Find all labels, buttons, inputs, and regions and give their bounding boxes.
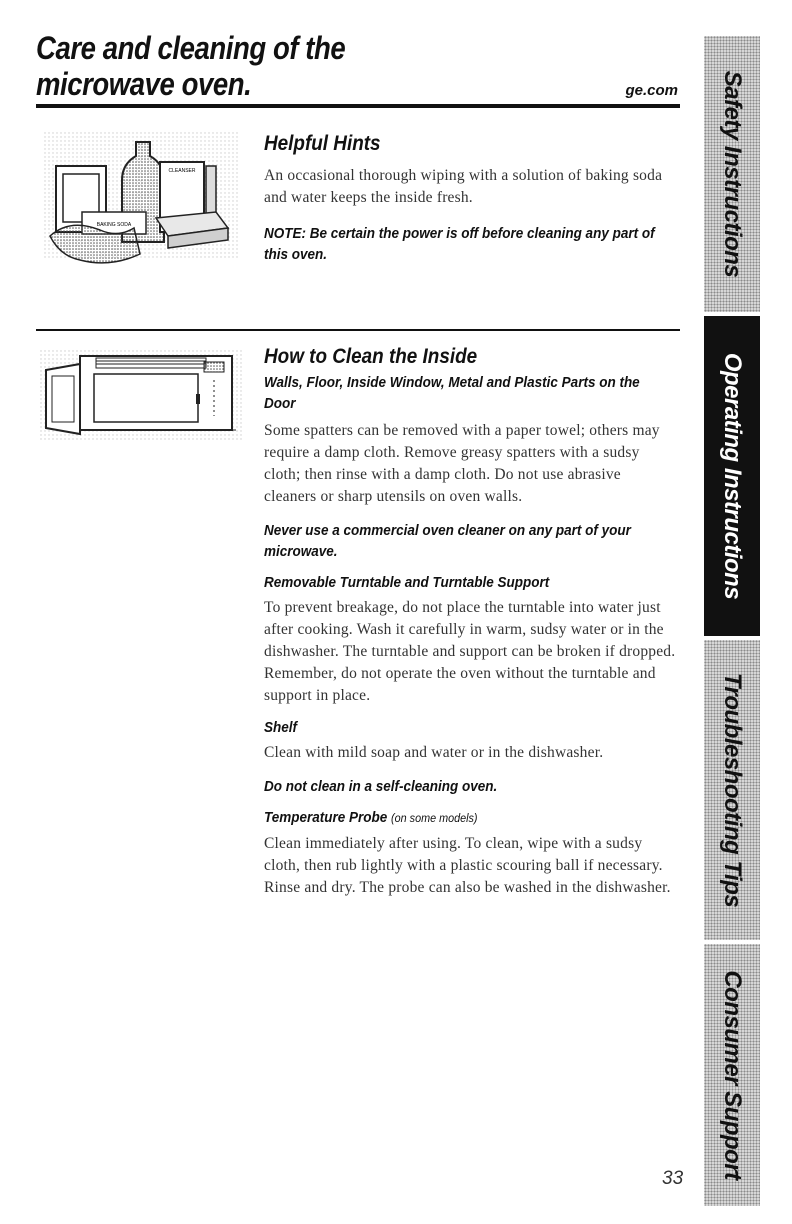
tab-safety-instructions-label: Safety Instructions	[719, 70, 746, 278]
self-cleaning-warning: Do not clean in a self-cleaning oven.	[264, 778, 498, 795]
walls-subheading: Walls, Floor, Inside Window, Metal and Plastic Parts on the Door	[264, 374, 640, 412]
cleanser-box-label: CLEANSER	[168, 168, 196, 174]
tab-operating-instructions-label: Operating Instructions	[719, 352, 746, 600]
tab-consumer-support-label: Consumer Support	[719, 970, 746, 1180]
probe-subheading-text: Temperature Probe	[264, 809, 388, 826]
page-title-line-2: microwave oven.	[36, 66, 252, 102]
helpful-hints-body: An occasional thorough wiping with a solution of baking soda and water keeps the inside fresh.	[264, 167, 663, 206]
microwave-open-door-illustration	[36, 350, 248, 442]
tab-troubleshooting-tips-label: Troubleshooting Tips	[719, 672, 746, 908]
shelf-body: Clean with mild soap and water or in the dishwasher.	[264, 744, 604, 761]
tab-safety-instructions[interactable]	[704, 36, 760, 312]
probe-subheading	[264, 807, 660, 829]
baking-soda-box-label: BAKING SODA	[96, 222, 132, 228]
side-section-tabs	[704, 36, 760, 1206]
tab-troubleshooting-tips[interactable]	[704, 640, 760, 940]
cleaning-supplies-illustration	[36, 128, 246, 268]
oven-cleaner-warning: Never use a commercial oven cleaner on any part of your microwave.	[264, 522, 631, 560]
probe-models-note: (on some models)	[391, 811, 478, 825]
power-off-note: NOTE: Be certain the power is off before cleaning any part of this oven.	[264, 225, 655, 263]
section-divider	[36, 329, 680, 331]
tab-operating-instructions[interactable]	[704, 316, 760, 636]
page-title-line-1: Care and cleaning of the	[36, 30, 346, 66]
helpful-hints-heading: Helpful Hints	[264, 132, 381, 155]
probe-body: Clean immediately after using. To clean, wipe with a sudsy cloth, then rub lightly with a plastic scouring ball if necessary. Rinse and dry. The probe can also be washed in the dishwasher.	[264, 835, 671, 896]
clean-inside-heading: How to Clean the Inside	[264, 345, 478, 368]
turntable-body: To prevent breakage, do not place the turntable into water just after cooking. Wash it carefully in warm, sudsy water or in the dishwasher. The turntable and support can be broken if dropped. Remember, do not operate the oven without the turntable and support in place.	[264, 599, 676, 704]
tab-consumer-support[interactable]	[704, 944, 760, 1206]
shelf-subheading: Shelf	[264, 719, 298, 736]
walls-body: Some spatters can be removed with a paper towel; others may require a damp cloth. Remove greasy spatters with a sudsy cloth; then rinse with a damp cloth. Do not use abrasive cleaners or sharp utensils on oven walls.	[264, 422, 660, 505]
header-divider	[36, 104, 680, 108]
page-number: 33	[662, 1168, 684, 1189]
website-link[interactable]: ge.com	[625, 82, 678, 99]
turntable-subheading: Removable Turntable and Turntable Support	[264, 574, 550, 591]
page-title	[36, 30, 345, 102]
